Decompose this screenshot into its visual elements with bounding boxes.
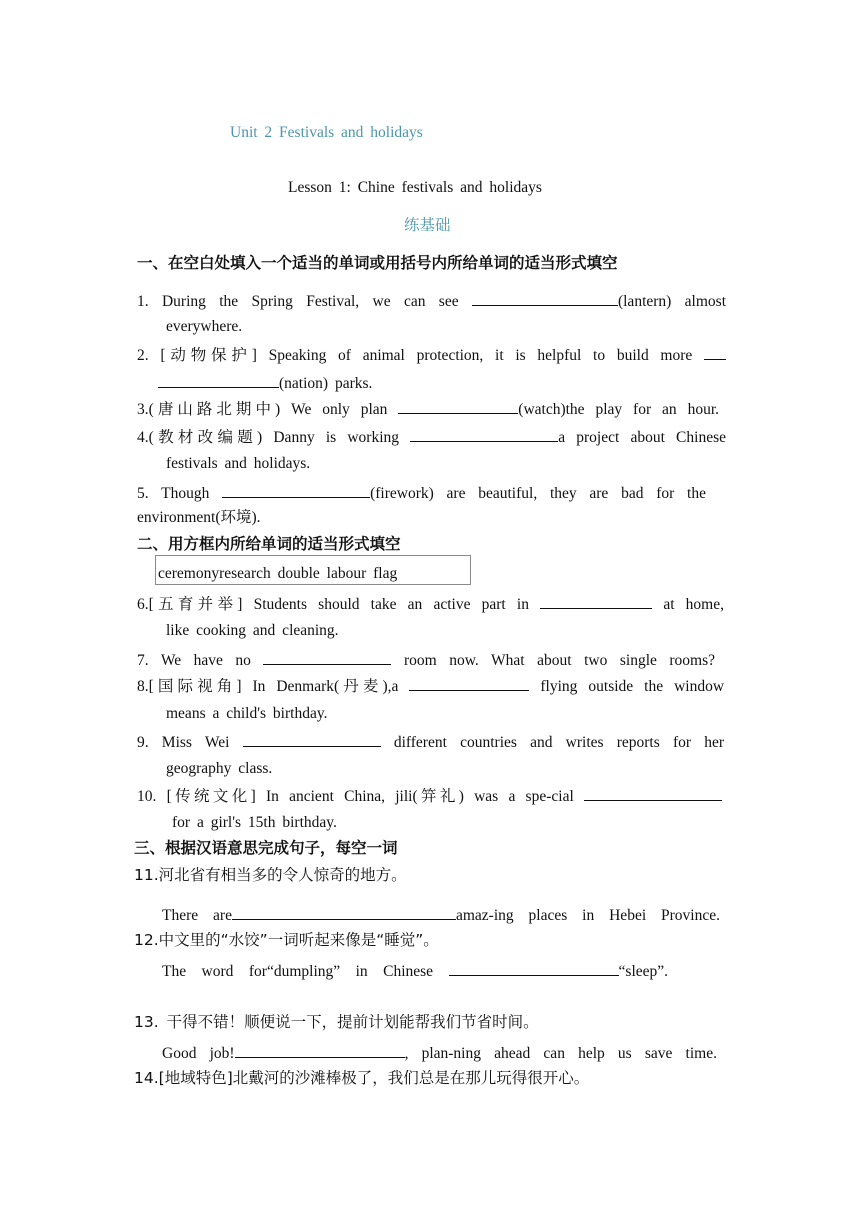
question-10-line-1 — [137, 785, 722, 807]
lesson-title: Lesson 1: Chine festivals and holidays — [288, 179, 542, 196]
q7-blank[interactable] — [263, 649, 391, 665]
q5-text-c: environment(环境). — [137, 509, 261, 526]
q2-text-a: 2. [动物保护] Speaking of animal protection, it is helpful to build more — [137, 347, 693, 364]
question-1-line-1 — [137, 290, 726, 312]
q14-chinese: 14.[地域特色]北戴河的沙滩棒极了，我们总是在那儿玩得很开心。 — [134, 1069, 590, 1087]
q9-blank[interactable] — [243, 731, 381, 747]
q6-text-a: 6.[五育并举] Students should take an active part in — [137, 596, 529, 613]
q12-text-a: The word for“dumpling” in Chinese — [162, 963, 434, 980]
q13-blank[interactable] — [235, 1042, 405, 1058]
q12-blank[interactable] — [449, 960, 619, 976]
q9-text-a: 9. Miss Wei — [137, 734, 230, 751]
q2-blank-part-1[interactable] — [704, 344, 726, 360]
q2-blank-part-2[interactable] — [158, 372, 279, 388]
q5-text-b: (firework) are beautiful, they are bad for the — [370, 485, 706, 502]
q4-blank[interactable] — [410, 426, 558, 442]
q13-text-b: , plan-ning ahead can help us save time. — [404, 1045, 717, 1062]
q1-text-b: (lantern) almost — [617, 293, 727, 310]
q4-text-b: a project about Chinese — [558, 429, 726, 446]
q10-blank[interactable] — [584, 785, 722, 801]
q6-text-b: at home, — [663, 596, 724, 613]
question-11-english — [162, 904, 720, 926]
q11-chinese: 11.河北省有相当多的令人惊奇的地方。 — [134, 866, 407, 884]
question-13-english — [162, 1042, 717, 1064]
q12-text-b: “sleep”. — [618, 963, 669, 980]
question-6-line-1 — [137, 593, 724, 615]
question-2-line-1 — [137, 344, 726, 366]
q5-blank[interactable] — [222, 482, 370, 498]
q8-text-b: flying outside the window — [540, 678, 725, 695]
question-9-line-1 — [137, 731, 724, 753]
q13-chinese: 13. 干得不错！顺便说一下，提前计划能帮我们节省时间。 — [134, 1013, 539, 1031]
q2-text-b: (nation) parks. — [279, 375, 373, 392]
q4-text-a: 4.(教材改编题) Danny is working — [137, 429, 400, 446]
q3-text-a: 3.(唐山路北期中) We only plan — [137, 401, 388, 418]
section2-heading: 二、用方框内所给单词的适当形式填空 — [137, 535, 401, 553]
q10-text-b: for a girl's 15th birthday. — [172, 814, 337, 831]
section3-heading: 三、根据汉语意思完成句子，每空一词 — [134, 839, 398, 857]
q8-blank[interactable] — [409, 675, 529, 691]
section1-heading: 一、在空白处填入一个适当的单词或用括号内所给单词的适当形式填空 — [137, 254, 618, 272]
question-4-line-1 — [137, 426, 726, 448]
q8-text-a: 8.[国际视角] In Denmark(丹麦),a — [137, 678, 399, 695]
q3-text-b: (watch)the play for an hour. — [518, 401, 720, 418]
q9-text-b: different countries and writes reports for her — [393, 734, 725, 751]
q12-chinese: 12.中文里的“水饺”一词听起来像是“睡觉”。 — [134, 931, 439, 949]
question-2-line-2 — [158, 372, 372, 394]
unit-title: Unit 2 Festivals and holidays — [230, 124, 423, 141]
q11-blank[interactable] — [232, 904, 456, 920]
question-5-line-1 — [137, 482, 706, 504]
q7-text-b: room now. What about two single rooms? — [404, 652, 716, 669]
q7-text-a: 7. We have no — [137, 652, 251, 669]
q1-text-c: everywhere. — [166, 318, 243, 335]
q13-text-a: Good job! — [162, 1045, 235, 1062]
q6-blank[interactable] — [540, 593, 652, 609]
question-3 — [137, 398, 719, 420]
word-box-text: ceremonyresearch double labour flag — [158, 565, 398, 582]
question-8-line-1 — [137, 675, 724, 697]
q10-text-a: 10. [传统文化] In ancient China, jili(笄礼) was a spe-cial — [137, 788, 574, 805]
practice-label: 练基础 — [404, 216, 451, 234]
q5-text-a: 5. Though — [137, 485, 210, 502]
q8-text-c: means a child's birthday. — [166, 705, 328, 722]
q1-text-a: 1. During the Spring Festival, we can see — [137, 293, 459, 310]
q1-blank[interactable] — [472, 290, 618, 306]
q9-text-c: geography class. — [166, 760, 273, 777]
q11-text-b: amaz-ing places in Hebei Province. — [455, 907, 720, 924]
q4-text-c: festivals and holidays. — [166, 455, 311, 472]
q3-blank[interactable] — [398, 398, 518, 414]
q6-text-c: like cooking and cleaning. — [166, 622, 339, 639]
question-12-english — [162, 960, 668, 982]
q11-text-a: There are — [162, 907, 232, 924]
question-7 — [137, 649, 715, 671]
